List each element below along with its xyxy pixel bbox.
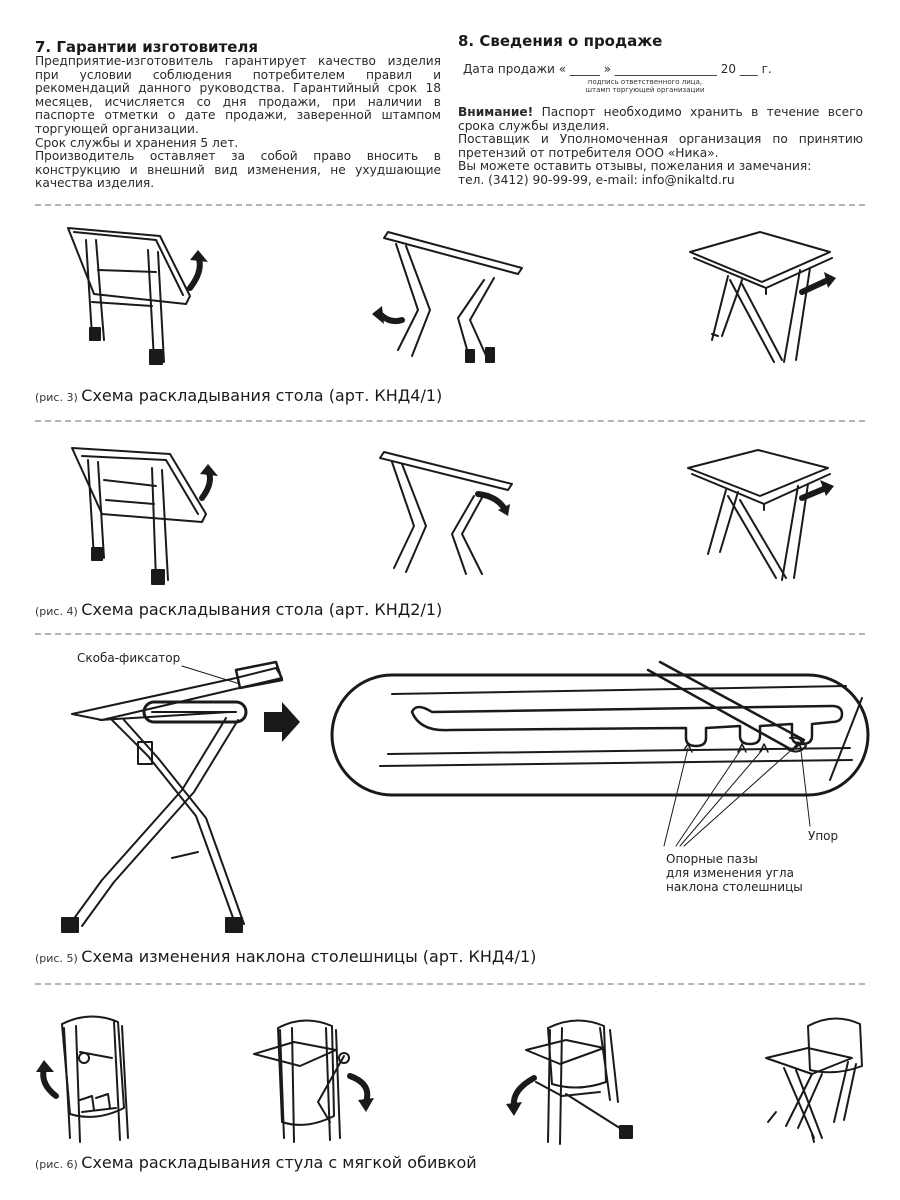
arrow-head-icon — [372, 306, 384, 324]
sale-title: 8. Сведения о продаже — [458, 32, 663, 50]
arrow-head-icon — [36, 1060, 54, 1072]
fig3-title: Схема раскладывания стола (арт. КНД4/1) — [81, 386, 443, 405]
table-folded-drawing — [68, 228, 190, 364]
signature-note-line: штамп торгующей организации — [585, 86, 705, 94]
arrow-head-icon — [506, 1102, 522, 1116]
slots-label-line: Опорные пазы — [666, 852, 758, 866]
slots-label-line: наклона столешницы — [666, 880, 803, 894]
tilted-table-drawing — [62, 662, 282, 932]
sale-date-line: Дата продажи « _____ » _________________ 20 ___ г. — [463, 62, 772, 76]
fig6-title: Схема раскладывания стула с мягкой обивкой — [81, 1153, 477, 1172]
fig3-prefix: (рис. 3) — [35, 391, 82, 404]
sale-info — [458, 106, 863, 188]
fig3-illustration — [0, 210, 900, 390]
fig6-illustration — [0, 992, 900, 1152]
fig4-illustration — [0, 430, 900, 600]
feedback-text: Вы можете оставить отзывы, пожелания и замечания: — [458, 159, 812, 174]
fig4-title: Схема раскладывания стола (арт. КНД2/1) — [81, 600, 443, 619]
big-arrow-icon — [264, 702, 300, 742]
chair-unfolded-drawing — [766, 1018, 862, 1142]
warranty-paragraph: Производитель оставляет за собой право вносить в конструкцию и внешний вид изменения, не ухудшающие качества изделия. — [35, 149, 441, 191]
fig6-caption — [35, 1153, 477, 1172]
stop-label: Упор — [808, 829, 839, 843]
fig4-caption — [35, 600, 442, 619]
arrow-up-icon — [43, 1068, 56, 1096]
fig5-caption — [35, 947, 536, 966]
divider — [35, 633, 865, 635]
arrow-right-icon — [478, 494, 504, 508]
table-folded-drawing — [72, 448, 206, 584]
slots-label-line: для изменения угла — [666, 866, 794, 880]
divider — [35, 204, 865, 206]
arrow-right-icon — [802, 280, 828, 292]
fig5-title: Схема изменения наклона столешницы (арт. КНД4/1) — [81, 947, 537, 966]
slots-label — [666, 852, 803, 894]
fig4-prefix: (рис. 4) — [35, 605, 82, 618]
attention-note — [458, 106, 863, 133]
attention-text: Паспорт необходимо хранить в течение всего срока службы изделия. — [458, 105, 863, 133]
fig5-prefix: (рис. 5) — [35, 952, 82, 965]
attention-label: Внимание! — [458, 105, 534, 119]
signature-note-line: подпись ответственного лица, — [587, 78, 703, 86]
zoom-detail-drawing — [332, 662, 868, 795]
table-open-drawing — [690, 232, 832, 362]
arrow-down-icon — [514, 1078, 534, 1106]
supplier-text: Поставщик и Уполномоченная организация по принятию претензий от потребителя ООО «Ника». — [458, 132, 863, 160]
arrow-right-icon — [802, 488, 826, 498]
table-open-drawing — [688, 450, 830, 580]
contacts-text: тел. (3412) 90-99-99, e-mail: info@nikaltd.ru — [458, 172, 735, 187]
clip-label: Скоба-фиксатор — [77, 651, 181, 665]
fig3-caption — [35, 386, 442, 405]
table-half-open-drawing — [380, 452, 512, 574]
chair-half-open-drawing — [254, 1020, 349, 1142]
warranty-paragraph: Предприятие-изготовитель гарантирует качество изделия при условии соблюдения потребителем правил и рекомендаций данного руководства. Гарантийный срок 18 месяцев, исчисляется со дня продажи, при наличии в паспорте отметки о дате продажи, заверенной штампом торгующей организации. — [35, 54, 441, 136]
chair-folded-drawing — [62, 1016, 128, 1142]
arrow-head-icon — [358, 1098, 374, 1112]
warranty-title: 7. Гарантии изготовителя — [35, 38, 259, 56]
chair-open-drawing — [526, 1020, 632, 1144]
arrow-head-icon — [190, 250, 208, 262]
divider — [35, 420, 865, 422]
arrow-down-icon — [350, 1076, 367, 1102]
table-half-open-drawing — [384, 232, 522, 362]
fig5-illustration — [0, 640, 900, 950]
fig6-prefix: (рис. 6) — [35, 1158, 82, 1171]
warranty-paragraph: Срок службы и хранения 5 лет. — [35, 135, 239, 150]
arrow-head-icon — [200, 464, 218, 476]
warranty-text — [35, 55, 441, 191]
signature-note — [585, 78, 705, 94]
divider — [35, 983, 865, 985]
